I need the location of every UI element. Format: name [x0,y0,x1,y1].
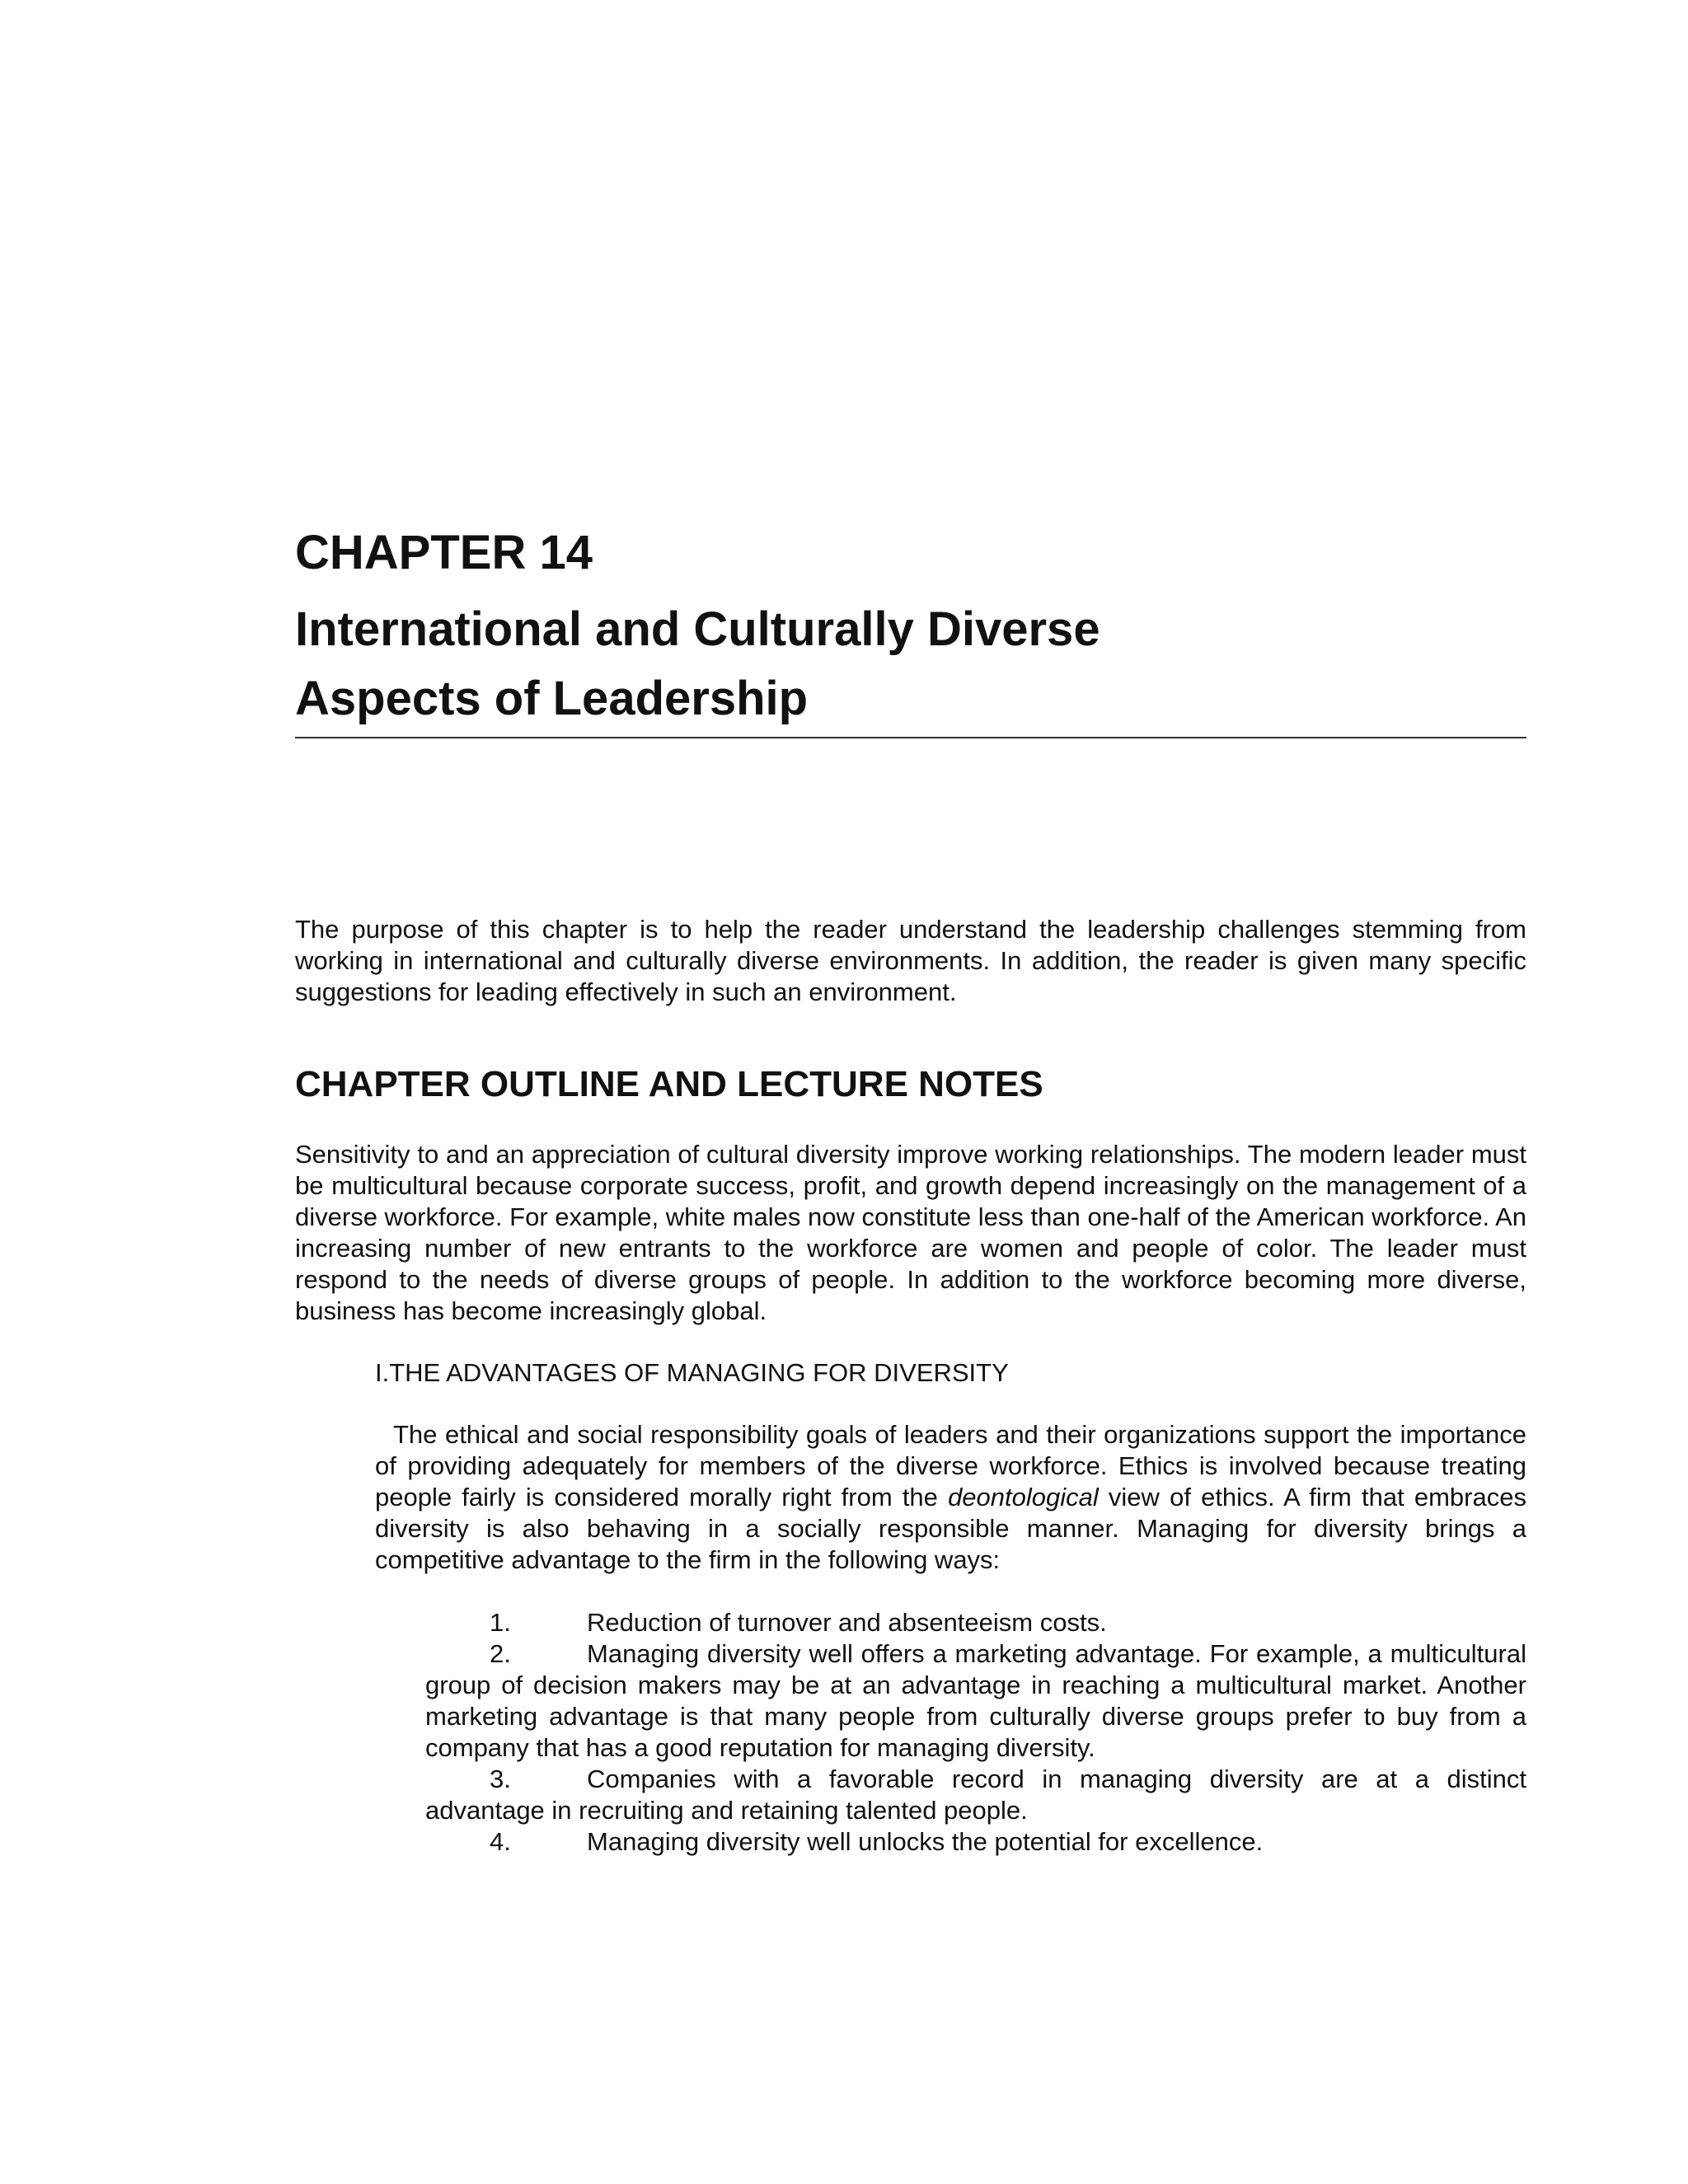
intro-paragraph: The purpose of this chapter is to help the reader understand the leadership challenges stemming from working in international and culturally diverse environments. In addition, the reader is given many specific suggestions for leading effectively in such an environment. [295,915,1526,1006]
list-item-number: 4. [490,1827,511,1856]
section-1-paragraph [375,1419,1526,1576]
list-item-number: 2. [490,1639,511,1668]
list-item [425,1638,1526,1764]
list-item-text: Companies with a favorable record in managing diversity are at a distinct advantage in recruiting and retaining talented people. [425,1765,1526,1825]
list-item-number: 1. [490,1608,511,1637]
chapter-number: CHAPTER 14 [295,526,593,579]
list-item [425,1607,1526,1638]
list-item-text: Managing diversity well offers a marketing advantage. For example, a multicultural group of decision makers may be at an advantage in reaching a multicultural market. Another marketing advantage is that many people from culturally diverse groups prefer to buy from a company that has a good reputation for managing diversity. [425,1639,1526,1762]
section-1-paragraph-part-2: view of ethics. A firm that embraces diversity is also behaving in a socially responsible manner. Managing for diversity brings a competitive advantage to the firm in the following ways: [375,1483,1526,1574]
outline-heading: CHAPTER OUTLINE AND LECTURE NOTES [295,1064,1043,1104]
section-1-paragraph-part-1: The ethical and social responsibility goals of leaders and their organizations support the importance of providing adequately for members of the diverse workforce. Ethics is involved because treating people fairly is considered morally right from the [375,1420,1526,1511]
advantages-list [425,1607,1526,1858]
list-item-text: Managing diversity well unlocks the potential for excellence. [587,1827,1264,1856]
list-item [425,1764,1526,1826]
list-item-number: 3. [490,1765,511,1793]
chapter-title-line-1: International and Culturally Diverse [295,602,1100,656]
outline-paragraph: Sensitivity to and an appreciation of cultural diversity improve working relationships. The modern leader must be multicultural because corporate success, profit, and growth depend increasingly on the management of a diverse workforce. For example, white males now constitute less than one-half of the American workforce. An increasing number of new entrants to the workforce are women and people of color. The leader must respond to the needs of diverse groups of people. In addition to the workforce becoming more diverse, business has become increasingly global. [295,1140,1526,1325]
section-1-italic-term: deontological [948,1483,1099,1511]
list-item [425,1826,1526,1858]
chapter-title-line-2: Aspects of Leadership [295,672,809,725]
section-1-heading: I.THE ADVANTAGES OF MANAGING FOR DIVERSITY [375,1358,1009,1387]
title-divider [295,737,1526,738]
chapter-title [295,595,1100,733]
list-item-text: Reduction of turnover and absenteeism costs. [587,1608,1107,1637]
